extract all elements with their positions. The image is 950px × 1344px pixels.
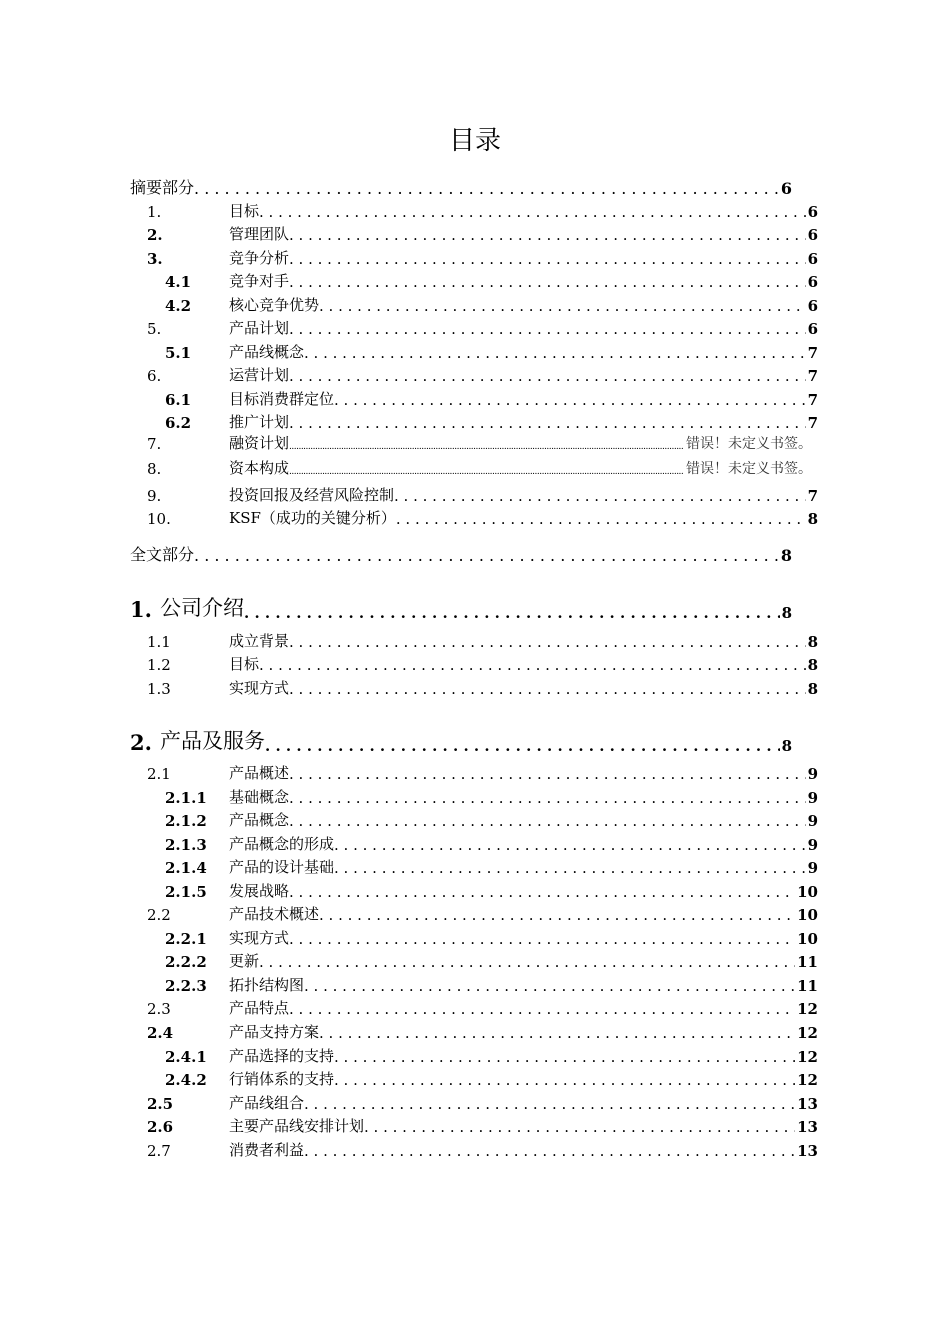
toc-entry[interactable] bbox=[147, 365, 818, 385]
toc-entry[interactable] bbox=[165, 928, 818, 948]
toc-entry-title: 运营计划 bbox=[229, 366, 290, 384]
toc-entry[interactable] bbox=[147, 485, 818, 505]
dot-leader bbox=[289, 320, 806, 338]
toc-page-number: 12 bbox=[797, 1071, 818, 1089]
toc-entry-number: 9. bbox=[147, 487, 162, 505]
toc-page-number: 9 bbox=[807, 789, 818, 807]
toc-entry-title: 产品概念的形成 bbox=[229, 835, 335, 853]
toc-entry-number: 6. bbox=[147, 367, 162, 385]
dot-leader bbox=[319, 1024, 795, 1042]
toc-entry[interactable] bbox=[165, 412, 818, 432]
toc-entry[interactable] bbox=[165, 810, 818, 830]
toc-page-number: 8 bbox=[807, 680, 818, 698]
dot-leader bbox=[289, 789, 806, 807]
toc-entry[interactable] bbox=[165, 834, 818, 854]
dot-leader bbox=[364, 1118, 795, 1136]
toc-page-number: 9 bbox=[807, 836, 818, 854]
toc-entry-number: 7. bbox=[147, 435, 162, 453]
dot-leader bbox=[289, 680, 806, 698]
dot-leader bbox=[289, 812, 806, 830]
toc-entry-number: 2.6 bbox=[147, 1118, 174, 1136]
toc-entry-title: 行销体系的支持 bbox=[229, 1070, 335, 1088]
dot-leader bbox=[304, 1142, 795, 1160]
toc-entry-title: 竞争对手 bbox=[229, 272, 290, 290]
toc-page-number: 8 bbox=[781, 737, 792, 755]
toc-page-number: 12 bbox=[797, 1024, 818, 1042]
toc-entry-number: 2.2.1 bbox=[165, 930, 207, 948]
toc-page-number: 9 bbox=[807, 859, 818, 877]
toc-entry-title: 产品线概念 bbox=[229, 343, 305, 361]
toc-entry-number: 2.5 bbox=[147, 1095, 174, 1113]
toc-entry-title: 产品及服务 bbox=[160, 729, 265, 753]
toc-entry[interactable] bbox=[147, 1140, 818, 1160]
toc-entry[interactable] bbox=[130, 176, 792, 198]
toc-entry[interactable] bbox=[147, 318, 818, 338]
toc-entry[interactable] bbox=[147, 904, 818, 924]
toc-entry-number: 2.1.5 bbox=[165, 883, 207, 901]
toc-entry[interactable] bbox=[147, 678, 818, 698]
toc-page-number: 10 bbox=[797, 930, 818, 948]
toc-page-number: 13 bbox=[797, 1118, 818, 1136]
toc-page-number: 6 bbox=[807, 226, 818, 244]
toc-entry-number: 5.1 bbox=[165, 344, 192, 362]
toc-page-number: 11 bbox=[797, 953, 818, 971]
dot-leader bbox=[259, 203, 806, 221]
toc-entry-number: 2.4.1 bbox=[165, 1048, 207, 1066]
bookmark-error-text: 错误！未定义书签。 bbox=[686, 461, 812, 477]
dot-leader bbox=[289, 883, 795, 901]
dot-leader bbox=[289, 1000, 795, 1018]
toc-entry-number: 6.2 bbox=[165, 414, 192, 432]
dot-leader bbox=[289, 435, 684, 453]
toc-entry-number: 2.3 bbox=[147, 1000, 171, 1018]
dot-leader bbox=[304, 344, 806, 362]
toc-entry-number: 1.2 bbox=[147, 656, 171, 674]
toc-entry[interactable] bbox=[147, 998, 818, 1018]
dot-leader bbox=[334, 859, 806, 877]
toc-entry[interactable] bbox=[147, 248, 818, 268]
toc-entry[interactable] bbox=[147, 763, 818, 783]
toc-entry[interactable] bbox=[147, 1093, 818, 1113]
toc-entry-title: 产品技术概述 bbox=[229, 905, 320, 923]
toc-entry-number: 2. bbox=[147, 226, 163, 244]
toc-entry-number: 2.2.2 bbox=[165, 953, 207, 971]
toc-entry-title: 产品选择的支持 bbox=[229, 1047, 335, 1065]
toc-page-number: 6 bbox=[807, 273, 818, 291]
toc-page-number: 6 bbox=[807, 250, 818, 268]
toc-entry-title: 全文部分 bbox=[130, 545, 195, 564]
dot-leader bbox=[289, 633, 806, 651]
toc-entry[interactable] bbox=[165, 857, 818, 877]
toc-entry-number: 2.4 bbox=[147, 1024, 174, 1042]
dot-leader bbox=[289, 250, 806, 268]
toc-entry[interactable] bbox=[147, 224, 818, 244]
toc-entry[interactable] bbox=[147, 508, 818, 528]
toc-entry[interactable] bbox=[147, 1022, 818, 1042]
toc-entry-title: 产品特点 bbox=[229, 999, 290, 1017]
toc-page-number: 6 bbox=[780, 179, 792, 198]
toc-entry-title: 管理团队 bbox=[229, 225, 290, 243]
dot-leader bbox=[334, 391, 806, 409]
dot-leader bbox=[394, 487, 806, 505]
dot-leader bbox=[334, 1071, 795, 1089]
toc-page-number: 12 bbox=[797, 1048, 818, 1066]
toc-entry-number: 8. bbox=[147, 460, 162, 478]
toc-page-number: 10 bbox=[797, 883, 818, 901]
dot-leader bbox=[289, 226, 806, 244]
toc-entry[interactable] bbox=[147, 654, 818, 674]
toc-entry-title: 实现方式 bbox=[229, 929, 290, 947]
toc-entry-number: 5. bbox=[147, 320, 162, 338]
toc-page-number: 10 bbox=[797, 906, 818, 924]
toc-entry-title: 实现方式 bbox=[229, 679, 290, 697]
toc-entry-number: 6.1 bbox=[165, 391, 192, 409]
toc-entry[interactable] bbox=[147, 201, 818, 221]
toc-entry-title: 成立背景 bbox=[229, 632, 290, 650]
toc-entry-number: 1. bbox=[130, 597, 152, 622]
toc-entry[interactable] bbox=[147, 458, 812, 478]
toc-page-number: 8 bbox=[780, 546, 792, 565]
toc-page-number: 6 bbox=[807, 203, 818, 221]
toc-entry[interactable] bbox=[130, 543, 792, 565]
toc-entry[interactable] bbox=[130, 592, 792, 622]
toc-page-number: 8 bbox=[781, 604, 792, 622]
dot-leader bbox=[289, 273, 806, 291]
toc-entry[interactable] bbox=[147, 1116, 818, 1136]
dot-leader bbox=[194, 546, 779, 565]
toc-entry[interactable] bbox=[165, 951, 818, 971]
dot-leader bbox=[396, 510, 806, 528]
dot-leader bbox=[319, 906, 795, 924]
toc-page-number: 12 bbox=[797, 1000, 818, 1018]
dot-leader bbox=[259, 656, 806, 674]
toc-entry-number: 4.2 bbox=[165, 297, 192, 315]
dot-leader bbox=[265, 737, 780, 755]
toc-entry[interactable] bbox=[165, 881, 818, 901]
toc-entry-number: 1.1 bbox=[147, 633, 171, 651]
toc-entry[interactable] bbox=[165, 342, 818, 362]
toc-entry-number: 2.1.4 bbox=[165, 859, 207, 877]
toc-entry-number: 2.1.2 bbox=[165, 812, 207, 830]
toc-entry-title: 摘要部分 bbox=[130, 178, 195, 197]
toc-entry-title: 产品线组合 bbox=[229, 1094, 305, 1112]
toc-entry-title: 产品的设计基础 bbox=[229, 858, 335, 876]
toc-entry-title: 基础概念 bbox=[229, 788, 290, 806]
dot-leader bbox=[319, 297, 806, 315]
toc-entry-title: 目标消费群定位 bbox=[229, 390, 335, 408]
toc-entry-number: 2.2 bbox=[147, 906, 171, 924]
toc-page-number: 7 bbox=[807, 487, 818, 505]
toc-entry-number: 2.1 bbox=[147, 765, 171, 783]
toc-entry-title: 融资计划 bbox=[229, 434, 290, 452]
toc-entry-title: 投资回报及经营风险控制 bbox=[229, 486, 395, 504]
toc-entry-title: 目标 bbox=[229, 655, 260, 673]
toc-entry-title: 拓扑结构图 bbox=[229, 976, 305, 994]
toc-entry[interactable] bbox=[165, 1069, 818, 1089]
toc-entry-number: 2. bbox=[130, 730, 152, 755]
toc-entry-title: 产品支持方案 bbox=[229, 1023, 320, 1041]
toc-entry[interactable] bbox=[165, 975, 818, 995]
toc-entry-number: 1. bbox=[147, 203, 162, 221]
dot-leader bbox=[244, 604, 780, 622]
toc-entry-number: 2.1.1 bbox=[165, 789, 207, 807]
toc-entry-number: 2.4.2 bbox=[165, 1071, 207, 1089]
toc-page-number: 7 bbox=[807, 344, 818, 362]
toc-page-number: 13 bbox=[797, 1095, 818, 1113]
toc-entry-number: 2.2.3 bbox=[165, 977, 207, 995]
toc-entry[interactable] bbox=[165, 271, 818, 291]
toc-page-number: 6 bbox=[807, 297, 818, 315]
toc-entry-title: 资本构成 bbox=[229, 459, 290, 477]
toc-entry-number: 2.1.3 bbox=[165, 836, 207, 854]
toc-entry-title: 竞争分析 bbox=[229, 249, 290, 267]
bookmark-error-text: 错误！未定义书签。 bbox=[686, 436, 812, 452]
toc-entry-number: 3. bbox=[147, 250, 163, 268]
toc-entry-title: 发展战略 bbox=[229, 882, 290, 900]
dot-leader bbox=[289, 930, 795, 948]
toc-page-number: 13 bbox=[797, 1142, 818, 1160]
toc-page-number: 8 bbox=[807, 633, 818, 651]
dot-leader bbox=[194, 179, 779, 198]
toc-entry[interactable] bbox=[165, 1046, 818, 1066]
toc-page-number: 9 bbox=[807, 765, 818, 783]
dot-leader bbox=[334, 836, 806, 854]
toc-entry[interactable] bbox=[165, 295, 818, 315]
toc-page-number: 7 bbox=[807, 414, 818, 432]
toc-page-number: 6 bbox=[807, 320, 818, 338]
toc-entry-number: 4.1 bbox=[165, 273, 192, 291]
dot-leader bbox=[304, 1095, 795, 1113]
toc-entry-title: 产品计划 bbox=[229, 319, 290, 337]
toc-entry-title: 产品概念 bbox=[229, 811, 290, 829]
toc-entry-title: 核心竞争优势 bbox=[229, 296, 320, 314]
dot-leader bbox=[334, 1048, 795, 1066]
toc-entry[interactable] bbox=[165, 787, 818, 807]
toc-page-number: 8 bbox=[807, 656, 818, 674]
toc-entry-title: 公司介绍 bbox=[160, 596, 244, 620]
toc-entry-title: 主要产品线安排计划 bbox=[229, 1117, 365, 1135]
toc-entry-number: 2.7 bbox=[147, 1142, 171, 1160]
toc-page-number: 7 bbox=[807, 367, 818, 385]
toc-title: 目录 bbox=[448, 126, 501, 156]
toc-entry-title: 产品概述 bbox=[229, 764, 290, 782]
toc-entry[interactable] bbox=[130, 725, 792, 755]
toc-page-number: 11 bbox=[797, 977, 818, 995]
toc-entry-title: 消费者利益 bbox=[229, 1141, 305, 1159]
dot-leader bbox=[289, 367, 806, 385]
dot-leader bbox=[259, 953, 795, 971]
toc-page-number: 8 bbox=[807, 510, 818, 528]
toc-entry-title: 更新 bbox=[229, 952, 260, 970]
toc-entry-number: 1.3 bbox=[147, 680, 171, 698]
toc-page-number: 7 bbox=[807, 391, 818, 409]
dot-leader bbox=[304, 977, 795, 995]
dot-leader bbox=[289, 414, 806, 432]
toc-entry[interactable] bbox=[147, 631, 818, 651]
toc-page-number: 9 bbox=[807, 812, 818, 830]
toc-entry-title: 推广计划 bbox=[229, 413, 290, 431]
toc-entry[interactable] bbox=[165, 389, 818, 409]
toc-entry-number: 10. bbox=[147, 510, 171, 528]
toc-entry-title: 目标 bbox=[229, 202, 260, 220]
toc-entry-title: KSF（成功的关键分析） bbox=[229, 509, 396, 527]
toc-entry[interactable] bbox=[147, 433, 812, 453]
dot-leader bbox=[289, 460, 684, 478]
dot-leader bbox=[289, 765, 806, 783]
